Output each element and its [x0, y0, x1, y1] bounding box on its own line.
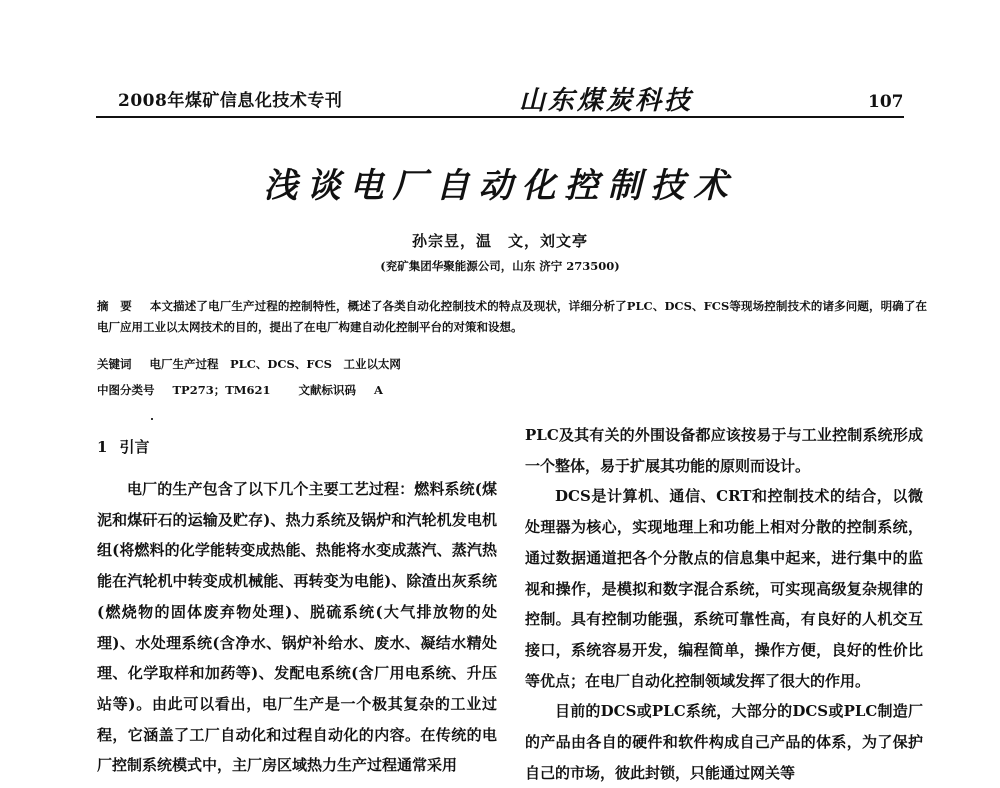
journal-name-logo: 山东煤炭科技 — [519, 86, 694, 116]
page-number: 107 — [868, 92, 904, 112]
right-column — [525, 420, 923, 788]
continued-paragraph: PLC及其有关的外围设备都应该按易于与工业控制系统形成一个整体，易于扩展其功能的原则而设计。 — [525, 426, 923, 475]
abstract-label: 摘 要 — [97, 299, 132, 313]
abstract-block — [97, 296, 927, 338]
paper-title: 浅谈电厂自动化控制技术 — [263, 166, 737, 206]
class-value: TP273；TM621 — [172, 383, 271, 397]
left-column — [97, 474, 497, 781]
journal-issue: 2008年煤矿信息化技术专刊 — [118, 91, 343, 111]
doc-code-label: 文献标识码 — [298, 383, 357, 397]
section-title: 引言 — [119, 438, 150, 456]
doc-code-value: A — [374, 383, 383, 397]
intro-paragraph: 电厂的生产包含了以下几个主要工艺过程：燃料系统(煤泥和煤矸石的运输及贮存)、热力系统及锅炉和汽轮机发电机组(将燃料的化学能转变成热能、热能将水变成蒸汽、蒸汽热能在汽轮机中转变成机械能、再转变为电能)、除渣出灰系统(燃烧物的固体废弃物处理)、脱硫系统(大气排放物的处理)、水处理系统(含净水、锅炉补给水、废水、凝结水精处理、化学取样和加药等)、发配电系统(含厂用电系统、升压站等)。由此可以看出，电厂生产是一个极其复杂的工业过程，它涵盖了工厂自动化和过程自动化的内容。在传统的电厂控制系统模式中，主厂房区域热力生产过程通常采用 — [97, 480, 497, 775]
header-rule — [96, 116, 904, 118]
keywords-block — [97, 354, 927, 375]
dcs-paragraph: DCS是计算机、通信、CRT和控制技术的结合，以微处理器为核心，实现地理上和功能上相对分散的控制系统，通过数据通道把各个分散点的信息集中起来，进行集中的监视和操作，是模拟和数字混合系统，可实现高级复杂规律的控制。具有控制功能强，系统可靠性高，有良好的人机交互接口，系统容易开发，编程简单，操作方便，良好的性价比等优点；在电厂自动化控制领域发挥了很大的作用。 — [525, 487, 923, 690]
section-number: 1 — [97, 438, 108, 456]
section-heading — [97, 436, 149, 457]
keywords-text: 电厂生产过程 PLC、DCS、FCS 工业以太网 — [149, 357, 401, 371]
abstract-text: 本文描述了电厂生产过程的控制特性，概述了各类自动化控制技术的特点及现状，详细分析了PLC、DCS、FCS等现场控制技术的诸多问题，明确了在电厂应用工业以太网技术的目的，提出了在电厂构建自动化控制平台的对策和设想。 — [97, 299, 928, 334]
paper-affiliation: (兖矿集团华聚能源公司，山东 济宁 273500) — [380, 259, 620, 273]
stray-mark — [151, 418, 153, 420]
class-label: 中图分类号 — [97, 383, 155, 397]
paper-authors: 孙宗昱，温 文，刘文亭 — [411, 232, 588, 250]
classification-block — [97, 380, 927, 401]
keywords-label: 关键词 — [97, 357, 132, 371]
current-systems-paragraph: 目前的DCS或PLC系统，大部分的DCS或PLC制造厂的产品由各自的硬件和软件构成自己产品的体系，为了保护自己的市场，彼此封锁，只能通过网关等 — [525, 702, 923, 782]
